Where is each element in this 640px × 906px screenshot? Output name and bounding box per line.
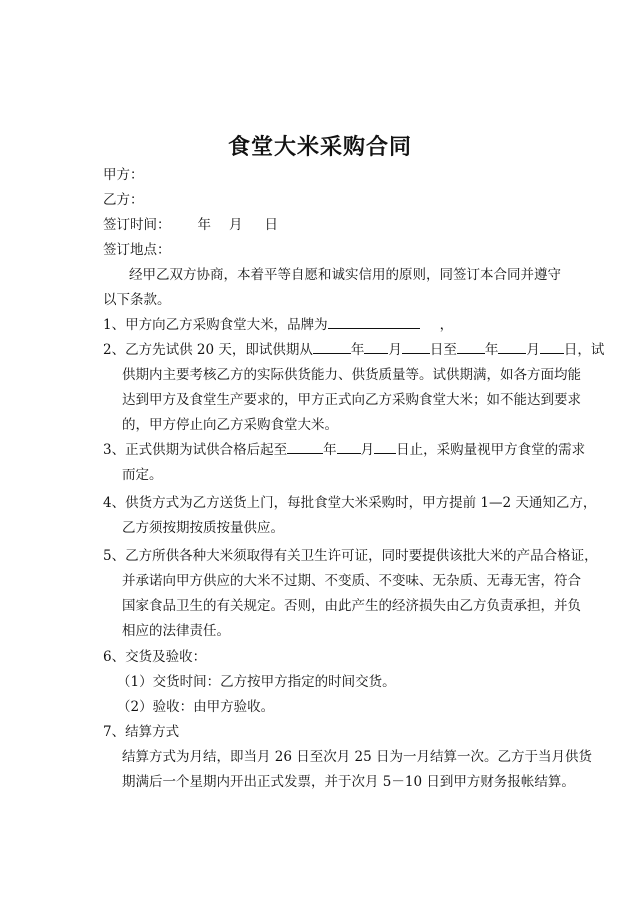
trial-end-day-blank: [540, 341, 564, 354]
clause-2-line-4: 的，甲方停止向乙方采购食堂大米。: [122, 417, 338, 433]
clause-2-line-3: 达到甲方及食堂生产要求的，甲方正式向乙方采购食堂大米；如不能达到要求: [122, 392, 581, 408]
trial-end-year-label: 年: [484, 342, 499, 358]
trial-end-year-blank: [457, 341, 485, 354]
trial-start-day-label: 日至: [429, 342, 457, 358]
formal-end-month-label: 月: [360, 442, 375, 458]
clause-7-line-2: 结算方式为月结，即当月 26 日至次月 25 日为一月结算一次。乙方于当月供货: [122, 749, 593, 765]
clause-1: [103, 316, 453, 334]
sign-month-label: 月: [229, 217, 243, 233]
trial-end-month-label: 月: [526, 342, 540, 358]
clause-6-line-1: 6、交货及验收：: [103, 649, 207, 665]
trial-start-month-blank: [364, 341, 388, 354]
intro-line-2: 以下条款。: [103, 292, 171, 308]
trial-start-month-label: 月: [388, 342, 402, 358]
clause-3-end: 日止，采购量视甲方食堂的需求: [396, 442, 586, 458]
formal-end-year-blank: [287, 441, 323, 454]
clause-5-line-2: 并承诺向甲方供应的大米不过期、不变质、不变味、无杂质、无毒无害，符合: [122, 573, 581, 589]
clause-6-sub-2: （2）验收：由甲方验收。: [117, 699, 275, 715]
clause-2-line-2: 供期内主要考核乙方的实际供货能力、供货质量等。试供期满，如各方面均能: [122, 367, 581, 383]
clause-2-text: 2、乙方先试供 20 天，即试供期从: [103, 342, 313, 358]
clause-5-line-4: 相应的法律责任。: [122, 623, 230, 639]
clause-1-end: ，: [439, 317, 454, 333]
formal-end-year-label: 年: [323, 442, 337, 458]
trial-start-year-label: 年: [350, 342, 365, 358]
trial-start-day-blank: [402, 341, 430, 354]
brand-blank: [328, 316, 420, 329]
clause-5-line-1: 5、乙方所供各种大米须取得有关卫生许可证，同时要提供该批大米的产品合格证，: [103, 548, 598, 564]
clause-3-line-1: [103, 441, 585, 459]
sign-time-label: 签订时间：: [103, 217, 171, 233]
clause-6-sub-1: （1）交货时间：乙方按甲方指定的时间交货。: [117, 674, 396, 690]
sign-place-label: 签订地点：: [103, 242, 171, 258]
formal-end-month-blank: [337, 441, 361, 454]
intro-line-1: 经甲乙双方协商，本着平等自愿和诚实信用的原则，同签订本合同并遵守: [129, 267, 561, 283]
sign-day-label: 日: [264, 217, 278, 233]
clause-7-line-3: 期满后一个星期内开出正式发票，并于次月 5－10 日到甲方财务报帐结算。: [122, 774, 575, 790]
trial-end-day-label: 日，试: [563, 342, 605, 358]
clause-3-line-2: 而定。: [122, 467, 163, 483]
sign-time-row: [103, 216, 278, 234]
party-a-label: 甲方：: [103, 167, 144, 183]
trial-end-month-blank: [498, 341, 526, 354]
sign-year-label: 年: [197, 217, 211, 233]
clause-4-line-1: 4、供货方式为乙方送货上门，每批食堂大米采购时，甲方提前 1—2 天通知乙方，: [103, 495, 597, 511]
clause-1-text: 1、甲方向乙方采购食堂大米，品牌为: [103, 317, 328, 333]
clause-5-line-3: 国家食品卫生的有关规定。否则，由此产生的经济损失由乙方负责承担，并负: [122, 598, 581, 614]
clause-4-line-2: 乙方须按期按质按量供应。: [122, 520, 284, 536]
trial-start-year-blank: [313, 341, 351, 354]
clause-7-line-1: 7、结算方式: [103, 724, 180, 740]
clause-3-text: 3、正式供期为试供合格后起至: [103, 442, 288, 458]
document-title: 食堂大米采购合同: [227, 134, 412, 160]
formal-end-day-blank: [374, 441, 396, 454]
party-b-label: 乙方：: [103, 192, 144, 208]
clause-2-line-1: [103, 341, 604, 359]
